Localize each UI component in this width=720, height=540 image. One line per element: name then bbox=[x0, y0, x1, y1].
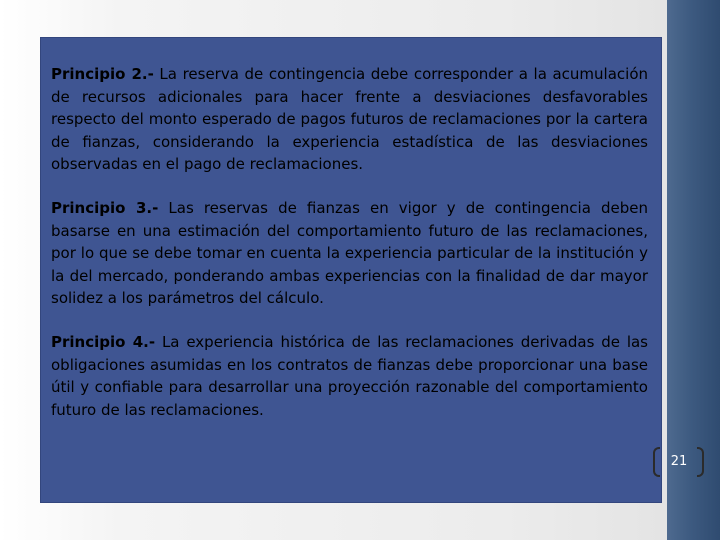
page-number: 21 bbox=[670, 454, 688, 469]
principle-4-heading: Principio 4.- bbox=[51, 332, 156, 351]
principle-4-paragraph bbox=[51, 331, 648, 421]
left-bracket-icon bbox=[653, 447, 660, 477]
principles-list bbox=[51, 63, 648, 442]
principle-4-text: La experiencia histórica de las reclamaciones derivadas de las obligaciones asumidas en los contratos de fianzas debe proporcionar una base útil y confiable para desarrollar una proyección razonable del comportamiento futuro de las reclamaciones. bbox=[51, 332, 648, 419]
content-box bbox=[41, 38, 661, 502]
page-number-badge bbox=[645, 447, 713, 477]
principle-3-text: Las reservas de fianzas en vigor y de contingencia deben basarse en una estimación del comportamiento futuro de las reclamaciones, por lo que se debe tomar en cuenta la experiencia particular de la institución y la del mercado, ponderando ambas experiencias con la finalidad de dar mayor solidez a los parámetros del cálculo. bbox=[51, 198, 648, 308]
principle-2-heading: Principio 2.- bbox=[51, 65, 154, 83]
principle-2-text: La reserva de contingencia debe corresponder a la acumulación de recursos adicionales para hacer frente a desviaciones desfavorables respecto del monto esperado de pagos futuros de reclamaciones por la cartera de fianzas, considerando la experiencia estadística de las desviaciones observadas en el pago de reclamaciones. bbox=[51, 65, 649, 174]
principle-3-paragraph bbox=[51, 197, 648, 310]
principle-3-heading: Principio 3.- bbox=[51, 198, 159, 217]
principle-2-paragraph bbox=[51, 63, 648, 176]
right-bracket-icon bbox=[697, 447, 704, 477]
